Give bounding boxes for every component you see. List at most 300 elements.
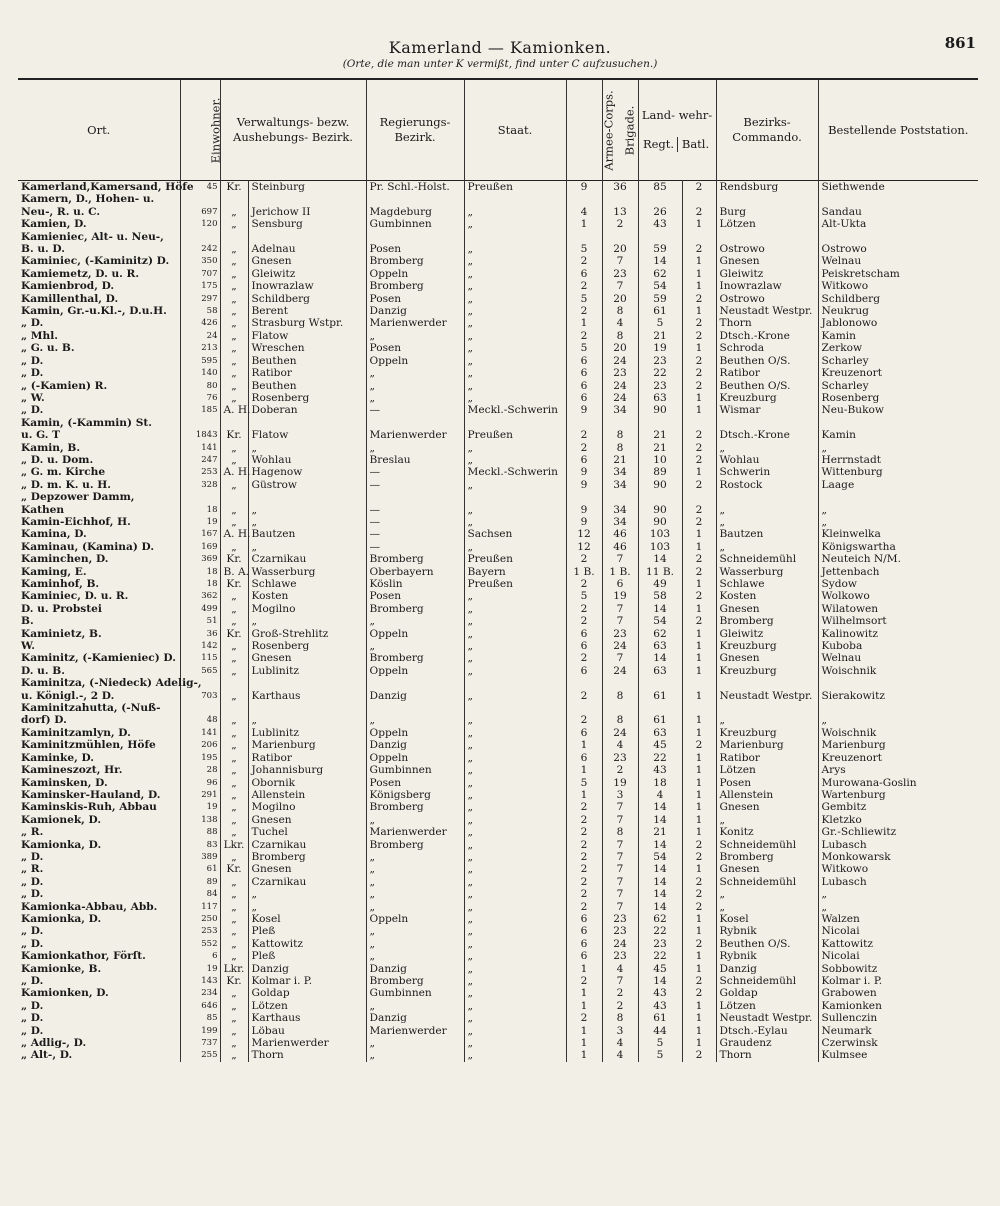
cell-einwohner: 328 — [180, 479, 220, 491]
cell-regierung: Danzig — [366, 1012, 464, 1024]
cell-brigade: 34 — [602, 504, 638, 516]
cell-regt: 62 — [638, 913, 682, 925]
cell-einwohner: 703 — [180, 690, 220, 702]
cell-verwaltung-art: „ — [220, 925, 248, 937]
cell-regt: 62 — [638, 628, 682, 640]
col-ort: Ort. — [87, 122, 111, 137]
cell-batl: 2 — [682, 553, 716, 565]
cell-staat: „ — [464, 454, 566, 466]
cell-regt: 19 — [638, 342, 682, 354]
cell-verwaltung-art: „ — [220, 789, 248, 801]
cell-staat: „ — [464, 442, 566, 454]
cell-verwaltung-bezirk: Flatow — [248, 330, 366, 342]
cell-ort: B. u. D. — [21, 243, 65, 256]
cell-regt: 43 — [638, 987, 682, 999]
table-row — [18, 1000, 978, 1012]
cell-ort: „ D. — [21, 937, 44, 950]
cell-post — [818, 193, 978, 205]
table-row — [18, 739, 978, 751]
cell-brigade: 7 — [602, 901, 638, 913]
cell-einwohner: 117 — [180, 901, 220, 913]
col-verwaltung: Verwaltungs- bezw. Aushebungs- Bezirk. — [220, 80, 366, 181]
cell-bezirks: Kreuzburg — [716, 665, 818, 677]
cell-regierung: Bromberg — [366, 280, 464, 292]
cell-bezirks: Wasserburg — [716, 566, 818, 578]
cell-bezirks: Gnesen — [716, 652, 818, 664]
table-row — [18, 206, 978, 218]
cell-regt: 54 — [638, 615, 682, 627]
cell-verwaltung-art: Kr. — [220, 429, 248, 441]
cell-verwaltung-bezirk: Marienwerder — [248, 1037, 366, 1049]
cell-post: Peiskretscham — [818, 268, 978, 280]
cell-verwaltung-bezirk: „ — [248, 541, 366, 553]
cell-armee: 1 — [566, 317, 602, 329]
cell-armee: 1 — [566, 764, 602, 776]
cell-post: Kulmsee — [818, 1049, 978, 1061]
cell-post: Kletzko — [818, 814, 978, 826]
cell-regierung: Danzig — [366, 690, 464, 702]
cell-regt: 26 — [638, 206, 682, 218]
cell-batl: 1 — [682, 280, 716, 292]
cell-brigade: 7 — [602, 888, 638, 900]
cell-regierung: „ — [366, 1000, 464, 1012]
cell-einwohner: 120 — [180, 218, 220, 230]
cell-brigade: 24 — [602, 665, 638, 677]
cell-regt: 14 — [638, 901, 682, 913]
cell-ort: „ D. — [21, 1012, 44, 1025]
cell-batl: 1 — [682, 305, 716, 317]
table-row — [18, 628, 978, 640]
cell-bezirks: Wismar — [716, 404, 818, 416]
cell-post: Laage — [818, 479, 978, 491]
cell-verwaltung-art: „ — [220, 640, 248, 652]
cell-verwaltung-bezirk: „ — [248, 516, 366, 528]
cell-ort: u. Königl.-, 2 D. — [21, 689, 115, 702]
cell-armee: 12 — [566, 528, 602, 540]
cell-batl — [682, 417, 716, 429]
cell-regierung: Posen — [366, 243, 464, 255]
cell-batl: 1 — [682, 789, 716, 801]
cell-bezirks: Gnesen — [716, 255, 818, 267]
cell-einwohner: 58 — [180, 305, 220, 317]
cell-ort: Kamillenthal, D. — [21, 292, 119, 305]
cell-verwaltung-bezirk: Pleß — [248, 950, 366, 962]
cell-brigade: 23 — [602, 752, 638, 764]
cell-regt: 45 — [638, 963, 682, 975]
cell-staat — [464, 193, 566, 205]
table-row — [18, 752, 978, 764]
cell-batl: 2 — [682, 590, 716, 602]
cell-ort: Kamionka, D. — [21, 838, 102, 851]
cell-verwaltung-bezirk: Thorn — [248, 1049, 366, 1061]
cell-post: „ — [818, 714, 978, 726]
cell-brigade: 36 — [602, 181, 638, 194]
cell-verwaltung-art: „ — [220, 987, 248, 999]
cell-einwohner: 199 — [180, 1025, 220, 1037]
cell-ort: „ Mhl. — [21, 329, 58, 342]
cell-einwohner: 28 — [180, 764, 220, 776]
cell-verwaltung-art: „ — [220, 814, 248, 826]
cell-staat: „ — [464, 280, 566, 292]
cell-batl: 2 — [682, 380, 716, 392]
cell-staat: „ — [464, 975, 566, 987]
cell-regt: 14 — [638, 888, 682, 900]
cell-ort: Kamien, D. — [21, 218, 87, 231]
cell-regt — [638, 491, 682, 503]
cell-brigade: 2 — [602, 1000, 638, 1012]
cell-einwohner: 19 — [180, 801, 220, 813]
cell-ort: dorf) D. — [21, 714, 67, 727]
cell-ort: Kaminietz, B. — [21, 627, 102, 640]
cell-regt: 23 — [638, 938, 682, 950]
cell-post: Sydow — [818, 578, 978, 590]
cell-armee: 2 — [566, 801, 602, 813]
cell-einwohner: 253 — [180, 466, 220, 478]
cell-brigade: 24 — [602, 727, 638, 739]
cell-regierung: „ — [366, 814, 464, 826]
cell-regierung — [366, 193, 464, 205]
cell-post: „ — [818, 442, 978, 454]
cell-bezirks: Neustadt Westpr. — [716, 1012, 818, 1024]
cell-regt: 61 — [638, 1012, 682, 1024]
cell-post: Nicolai — [818, 950, 978, 962]
cell-ort: „ D. — [21, 925, 44, 938]
cell-ort: Kamina, D. — [21, 528, 87, 541]
cell-einwohner: 253 — [180, 925, 220, 937]
cell-staat: „ — [464, 590, 566, 602]
cell-ort: „ Alt-, D. — [21, 1049, 73, 1062]
col-post: Bestellende Poststation. — [818, 80, 978, 181]
cell-bezirks: Neustadt Westpr. — [716, 690, 818, 702]
cell-verwaltung-art: „ — [220, 714, 248, 726]
cell-batl: 2 — [682, 206, 716, 218]
cell-staat: „ — [464, 901, 566, 913]
cell-ort: W. — [21, 640, 35, 653]
table-row — [18, 566, 978, 578]
cell-einwohner: 143 — [180, 975, 220, 987]
cell-bezirks — [716, 677, 818, 689]
cell-brigade: 8 — [602, 690, 638, 702]
cell-brigade: 4 — [602, 739, 638, 751]
cell-verwaltung-bezirk: „ — [248, 888, 366, 900]
cell-ort: Kamionka-Abbau, Abb. — [21, 900, 158, 913]
cell-brigade: 23 — [602, 367, 638, 379]
page-title: Kamerland — Kamionken. — [388, 38, 612, 57]
cell-post: Wilatowen — [818, 603, 978, 615]
cell-armee: 2 — [566, 975, 602, 987]
cell-verwaltung-art: Kr. — [220, 181, 248, 194]
cell-verwaltung-art: „ — [220, 1012, 248, 1024]
cell-bezirks: „ — [716, 714, 818, 726]
cell-verwaltung-bezirk: Rosenberg — [248, 392, 366, 404]
table-row — [18, 255, 978, 267]
cell-batl: 1 — [682, 826, 716, 838]
cell-regierung: Bromberg — [366, 839, 464, 851]
cell-batl — [682, 702, 716, 714]
cell-einwohner — [180, 417, 220, 429]
cell-einwohner: 389 — [180, 851, 220, 863]
cell-post: Scharley — [818, 355, 978, 367]
cell-brigade: 8 — [602, 1012, 638, 1024]
cell-regt: 90 — [638, 516, 682, 528]
cell-ort: „ D. — [21, 999, 44, 1012]
cell-einwohner — [180, 491, 220, 503]
cell-brigade: 8 — [602, 714, 638, 726]
table-row — [18, 454, 978, 466]
cell-regierung: — — [366, 541, 464, 553]
cell-staat: Bayern — [464, 566, 566, 578]
cell-verwaltung-bezirk — [248, 491, 366, 503]
cell-verwaltung-art: „ — [220, 764, 248, 776]
cell-staat: Preußen — [464, 553, 566, 565]
cell-brigade: 24 — [602, 938, 638, 950]
cell-verwaltung-bezirk: Sensburg — [248, 218, 366, 230]
cell-post: Welnau — [818, 255, 978, 267]
cell-regierung: „ — [366, 851, 464, 863]
cell-batl: 2 — [682, 901, 716, 913]
cell-batl: 2 — [682, 243, 716, 255]
cell-bezirks: Danzig — [716, 963, 818, 975]
cell-post: „ — [818, 516, 978, 528]
table-row — [18, 293, 978, 305]
cell-bezirks: Ratibor — [716, 367, 818, 379]
cell-armee: 12 — [566, 541, 602, 553]
cell-verwaltung-art: A. H. — [220, 404, 248, 416]
cell-verwaltung-bezirk: Czarnikau — [248, 876, 366, 888]
cell-verwaltung-art: „ — [220, 727, 248, 739]
cell-regt: 14 — [638, 801, 682, 813]
cell-armee: 6 — [566, 367, 602, 379]
cell-ort: Kaminiec, (-Kaminitz) D. — [21, 255, 170, 268]
cell-verwaltung-art: „ — [220, 317, 248, 329]
cell-brigade: 4 — [602, 1049, 638, 1061]
cell-verwaltung-art: „ — [220, 218, 248, 230]
cell-post: Sandau — [818, 206, 978, 218]
cell-batl: 1 — [682, 404, 716, 416]
table-row — [18, 963, 978, 975]
cell-bezirks: Schneidemühl — [716, 975, 818, 987]
cell-regierung: Gumbinnen — [366, 987, 464, 999]
cell-post: Witkowo — [818, 280, 978, 292]
cell-regierung: Danzig — [366, 305, 464, 317]
cell-regierung: Pr. Schl.-Holst. — [366, 181, 464, 194]
cell-regierung: — — [366, 404, 464, 416]
cell-regt: 4 — [638, 789, 682, 801]
cell-ort: Kamionka, D. — [21, 912, 102, 925]
cell-verwaltung-art: „ — [220, 950, 248, 962]
cell-verwaltung-bezirk: Rosenberg — [248, 640, 366, 652]
cell-einwohner: 369 — [180, 553, 220, 565]
cell-verwaltung-bezirk: Doberan — [248, 404, 366, 416]
cell-einwohner — [180, 702, 220, 714]
cell-einwohner: 242 — [180, 243, 220, 255]
cell-regt: 90 — [638, 504, 682, 516]
cell-post: Welnau — [818, 652, 978, 664]
table-row — [18, 1049, 978, 1061]
cell-ort: „ Adlig-, D. — [21, 1037, 87, 1050]
cell-post: Sierakowitz — [818, 690, 978, 702]
cell-regierung: „ — [366, 367, 464, 379]
cell-einwohner: 61 — [180, 863, 220, 875]
cell-ort: „ (-Kamien) R. — [21, 379, 108, 392]
cell-regt: 22 — [638, 950, 682, 962]
cell-brigade: 34 — [602, 404, 638, 416]
cell-staat: „ — [464, 603, 566, 615]
cell-regt: 5 — [638, 1037, 682, 1049]
cell-regierung — [366, 417, 464, 429]
cell-bezirks — [716, 702, 818, 714]
table-row — [18, 702, 978, 714]
cell-brigade: 3 — [602, 789, 638, 801]
cell-einwohner: 255 — [180, 1049, 220, 1061]
cell-regierung: „ — [366, 888, 464, 900]
cell-verwaltung-bezirk: Pleß — [248, 925, 366, 937]
cell-verwaltung-bezirk: Ratibor — [248, 752, 366, 764]
cell-verwaltung-art: „ — [220, 516, 248, 528]
cell-armee: 5 — [566, 243, 602, 255]
cell-einwohner: 350 — [180, 255, 220, 267]
cell-verwaltung-bezirk: Kolmar i. P. — [248, 975, 366, 987]
cell-regt: 90 — [638, 479, 682, 491]
cell-post: „ — [818, 504, 978, 516]
cell-armee — [566, 193, 602, 205]
cell-regt: 21 — [638, 826, 682, 838]
cell-regt: 23 — [638, 380, 682, 392]
cell-verwaltung-art: „ — [220, 355, 248, 367]
cell-brigade: 4 — [602, 963, 638, 975]
cell-ort: „ D. u. Dom. — [21, 453, 94, 466]
cell-ort: „ G. m. Kirche — [21, 466, 106, 479]
page-number: 861 — [944, 34, 976, 52]
cell-batl: 2 — [682, 987, 716, 999]
cell-batl: 2 — [682, 851, 716, 863]
cell-regierung: Oberbayern — [366, 566, 464, 578]
cell-bezirks: Bromberg — [716, 851, 818, 863]
cell-bezirks: Kosel — [716, 913, 818, 925]
cell-batl: 2 — [682, 330, 716, 342]
cell-ort: „ D. — [21, 317, 44, 330]
cell-bezirks: Goldap — [716, 987, 818, 999]
cell-brigade: 23 — [602, 268, 638, 280]
cell-brigade: 7 — [602, 652, 638, 664]
cell-bezirks: Bromberg — [716, 615, 818, 627]
cell-regierung: Köslin — [366, 578, 464, 590]
cell-batl: 2 — [682, 479, 716, 491]
cell-einwohner: 85 — [180, 1012, 220, 1024]
cell-ort: „ D. — [21, 875, 44, 888]
table-row — [18, 888, 978, 900]
cell-bezirks: Gnesen — [716, 863, 818, 875]
cell-einwohner: 18 — [180, 578, 220, 590]
cell-post: Kamin — [818, 330, 978, 342]
cell-regt: 62 — [638, 268, 682, 280]
cell-armee: 6 — [566, 454, 602, 466]
cell-verwaltung-art: „ — [220, 380, 248, 392]
cell-regierung: Oppeln — [366, 665, 464, 677]
cell-regt: 43 — [638, 1000, 682, 1012]
cell-ort: „ R. — [21, 863, 44, 876]
cell-verwaltung-art: „ — [220, 442, 248, 454]
cell-einwohner: 195 — [180, 752, 220, 764]
cell-batl: 1 — [682, 218, 716, 230]
cell-verwaltung-art: „ — [220, 479, 248, 491]
table-row — [18, 280, 978, 292]
cell-einwohner: 737 — [180, 1037, 220, 1049]
table-row — [18, 541, 978, 553]
cell-einwohner: 36 — [180, 628, 220, 640]
cell-einwohner: 141 — [180, 442, 220, 454]
cell-regt: 14 — [638, 814, 682, 826]
table-row — [18, 777, 978, 789]
cell-ort: D. u. B. — [21, 664, 65, 677]
cell-batl: 1 — [682, 752, 716, 764]
cell-einwohner: 185 — [180, 404, 220, 416]
col-brigade: Brigade. — [602, 80, 638, 181]
cell-verwaltung-bezirk: Mogilno — [248, 603, 366, 615]
cell-einwohner: 362 — [180, 590, 220, 602]
cell-staat: Preußen — [464, 181, 566, 194]
cell-brigade: 7 — [602, 801, 638, 813]
cell-armee: 2 — [566, 814, 602, 826]
cell-staat: „ — [464, 628, 566, 640]
cell-bezirks: Dtsch.-Krone — [716, 429, 818, 441]
cell-armee: 2 — [566, 714, 602, 726]
cell-einwohner: 140 — [180, 367, 220, 379]
cell-regierung: „ — [366, 330, 464, 342]
cell-staat: „ — [464, 218, 566, 230]
cell-verwaltung-art — [220, 231, 248, 243]
cell-regt: 14 — [638, 876, 682, 888]
cell-batl: 2 — [682, 839, 716, 851]
cell-batl: 1 — [682, 764, 716, 776]
cell-staat: „ — [464, 293, 566, 305]
table-row — [18, 504, 978, 516]
cell-post: Wartenburg — [818, 789, 978, 801]
cell-ort: Kamieniec, Alt- u. Neu-, — [21, 230, 164, 243]
cell-ort: „ D. — [21, 888, 44, 901]
table-row — [18, 1012, 978, 1024]
cell-staat: „ — [464, 615, 566, 627]
cell-ort: Kamin-Eichhof, H. — [21, 515, 131, 528]
cell-staat: „ — [464, 1037, 566, 1049]
table-row — [18, 826, 978, 838]
cell-regierung: „ — [366, 925, 464, 937]
cell-staat: „ — [464, 714, 566, 726]
cell-armee: 2 — [566, 901, 602, 913]
cell-regt: 14 — [638, 652, 682, 664]
cell-armee: 1 — [566, 739, 602, 751]
cell-einwohner: 697 — [180, 206, 220, 218]
cell-einwohner: 48 — [180, 714, 220, 726]
cell-regierung — [366, 702, 464, 714]
cell-staat: „ — [464, 392, 566, 404]
cell-einwohner: 167 — [180, 528, 220, 540]
table-row — [18, 330, 978, 342]
cell-regierung: Danzig — [366, 739, 464, 751]
cell-bezirks: Rybnik — [716, 925, 818, 937]
cell-regt: 22 — [638, 925, 682, 937]
table-row — [18, 466, 978, 478]
cell-post: Monkowarsk — [818, 851, 978, 863]
cell-verwaltung-art — [220, 417, 248, 429]
cell-post: Alt-Ukta — [818, 218, 978, 230]
cell-armee: 1 — [566, 987, 602, 999]
cell-batl: 1 — [682, 392, 716, 404]
cell-ort: Kaminskis-Ruh, Abbau — [21, 801, 157, 814]
cell-staat: „ — [464, 317, 566, 329]
cell-verwaltung-art: „ — [220, 913, 248, 925]
cell-batl: 1 — [682, 777, 716, 789]
